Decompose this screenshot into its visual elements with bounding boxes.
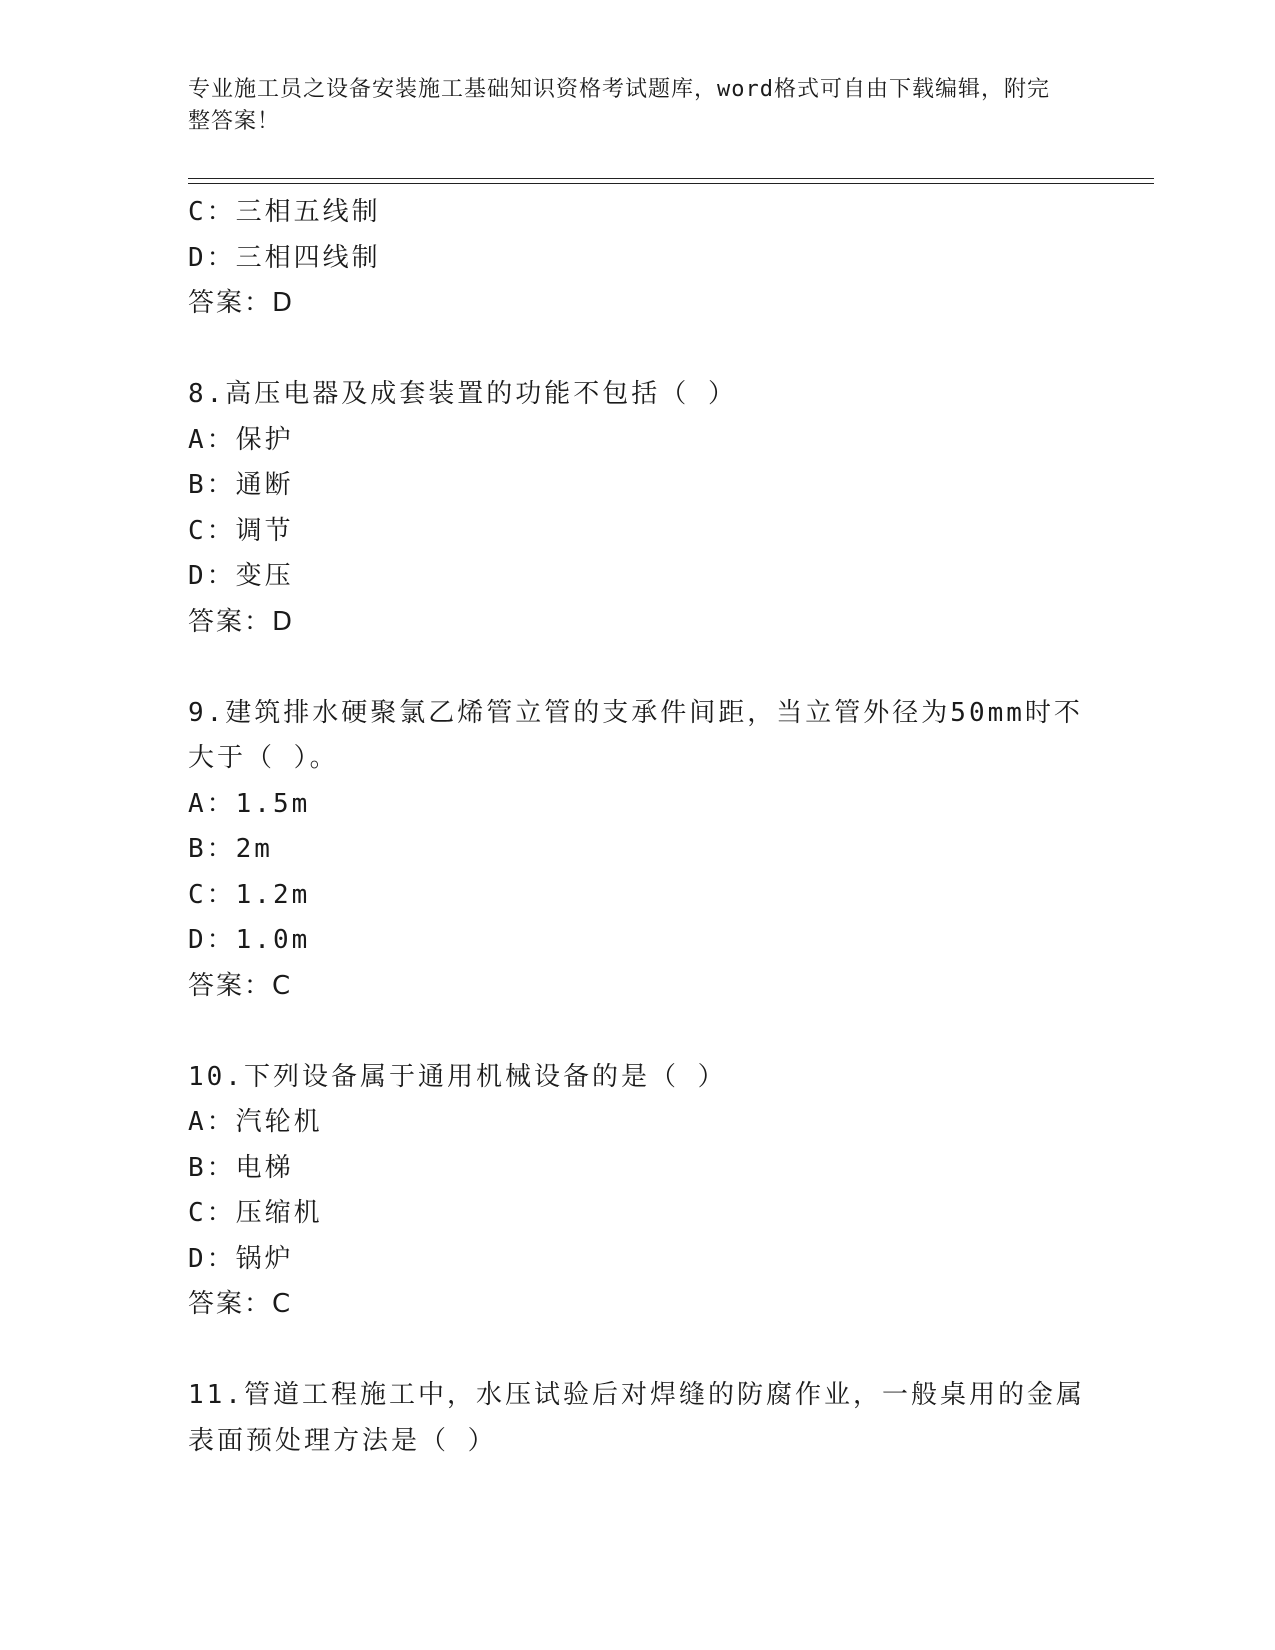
option-b: B：2m bbox=[188, 834, 273, 864]
option-c: C：压缩机 bbox=[188, 1198, 323, 1228]
option-a: A：汽轮机 bbox=[188, 1107, 323, 1137]
option-c: C：调节 bbox=[188, 515, 294, 546]
page-header: 专业施工员之设备安装施工基础知识资格考试题库，word格式可自由下载编辑，附完整答案！ bbox=[188, 77, 1050, 134]
block-spacer bbox=[188, 1328, 1088, 1374]
answer-line: 答案：D bbox=[188, 288, 295, 318]
question-block bbox=[188, 1373, 1088, 1464]
question-text: 11.管道工程施工中，水压试验后对焊缝的防腐作业，一般桌用的金属表面预处理方法是（ ） bbox=[188, 1380, 1085, 1456]
option-d: D：锅炉 bbox=[188, 1243, 294, 1274]
block-spacer bbox=[188, 327, 1088, 373]
question-list bbox=[188, 190, 1088, 1464]
question-text: 9.建筑排水硬聚氯乙烯管立管的支承件间距，当立管外径为50mm时不大于（ ）。 bbox=[188, 697, 1083, 773]
block-spacer bbox=[188, 645, 1088, 691]
question-text: 8.高压电器及成套装置的功能不包括（ ） bbox=[188, 379, 737, 409]
question-block bbox=[188, 691, 1088, 1010]
option-d: D：三相四线制 bbox=[188, 242, 381, 273]
option-b: B：通断 bbox=[188, 470, 294, 500]
option-d: D：1.0m bbox=[188, 925, 311, 955]
question-block bbox=[188, 190, 1088, 327]
answer-line: 答案：D bbox=[188, 606, 295, 637]
header-divider-top bbox=[188, 178, 1154, 179]
option-c: C：三相五线制 bbox=[188, 197, 381, 227]
option-c: C：1.2m bbox=[188, 879, 311, 910]
answer-line: 答案：C bbox=[188, 970, 293, 1001]
option-a: A：1.5m bbox=[188, 788, 311, 819]
question-block bbox=[188, 1055, 1088, 1328]
header-divider-bottom bbox=[188, 183, 1154, 184]
option-d: D：变压 bbox=[188, 561, 294, 591]
question-block bbox=[188, 372, 1088, 645]
option-b: B：电梯 bbox=[188, 1152, 294, 1183]
block-spacer bbox=[188, 1009, 1088, 1055]
question-text: 10.下列设备属于通用机械设备的是（ ） bbox=[188, 1061, 727, 1092]
answer-line: 答案：C bbox=[188, 1289, 293, 1319]
option-a: A：保护 bbox=[188, 424, 294, 455]
